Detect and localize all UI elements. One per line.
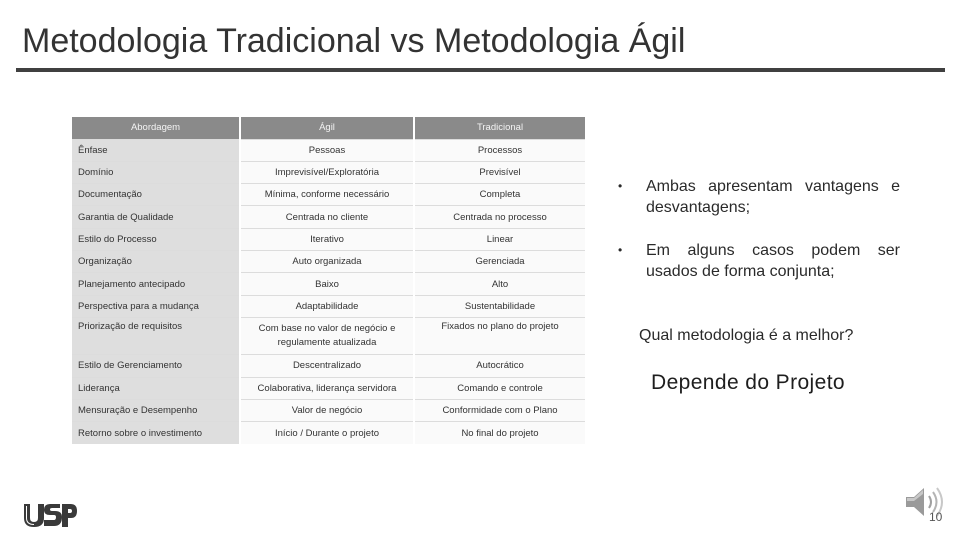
header-approach: Abordagem bbox=[72, 117, 240, 139]
row-traditional-value: No final do projeto bbox=[414, 422, 585, 444]
title-divider bbox=[16, 68, 945, 72]
table-row bbox=[72, 161, 585, 183]
table-row bbox=[72, 399, 585, 421]
question-text: Qual metodologia é a melhor? bbox=[639, 327, 854, 344]
table-row bbox=[72, 251, 585, 273]
row-traditional-value: Sustentabilidade bbox=[414, 295, 585, 317]
row-criterion: Mensuração e Desempenho bbox=[72, 399, 240, 421]
row-criterion: Perspectiva para a mudança bbox=[72, 295, 240, 317]
row-criterion: Documentação bbox=[72, 184, 240, 206]
comparison-table bbox=[72, 117, 585, 444]
row-criterion: Planejamento antecipado bbox=[72, 273, 240, 295]
row-criterion: Domínio bbox=[72, 161, 240, 183]
row-traditional-value: Previsível bbox=[414, 161, 585, 183]
row-agile-value: Adaptabilidade bbox=[240, 295, 414, 317]
row-agile-value: Auto organizada bbox=[240, 251, 414, 273]
row-criterion: Organização bbox=[72, 251, 240, 273]
table-row bbox=[72, 318, 585, 355]
table-header-row bbox=[72, 117, 585, 139]
row-agile-value: Pessoas bbox=[240, 139, 414, 161]
row-traditional-value: Alto bbox=[414, 273, 585, 295]
row-agile-value: Início / Durante o projeto bbox=[240, 422, 414, 444]
row-traditional-value: Completa bbox=[414, 184, 585, 206]
header-traditional: Tradicional bbox=[414, 117, 585, 139]
bullet-text: Ambas apresentam vantagens e desvantagens; bbox=[646, 178, 900, 216]
row-traditional-value: Centrada no processo bbox=[414, 206, 585, 228]
row-traditional-value: Gerenciada bbox=[414, 251, 585, 273]
row-criterion: Retorno sobre o investimento bbox=[72, 422, 240, 444]
answer-text: Depende do Projeto bbox=[651, 371, 846, 394]
row-agile-value: Mínima, conforme necessário bbox=[240, 184, 414, 206]
slide-title: Metodologia Tradicional vs Metodologia Ágil bbox=[22, 22, 686, 60]
header-agile: Ágil bbox=[240, 117, 414, 139]
row-criterion: Garantia de Qualidade bbox=[72, 206, 240, 228]
row-criterion: Estilo do Processo bbox=[72, 228, 240, 250]
comparison-table-image bbox=[72, 117, 585, 444]
table-row bbox=[72, 377, 585, 399]
table-row bbox=[72, 355, 585, 377]
row-traditional-value: Linear bbox=[414, 228, 585, 250]
row-criterion: Estilo de Gerenciamento bbox=[72, 355, 240, 377]
row-agile-value: Colaborativa, liderança servidora bbox=[240, 377, 414, 399]
table-row bbox=[72, 228, 585, 250]
row-traditional-value: Fixados no plano do projeto bbox=[414, 318, 585, 355]
bullet-item bbox=[618, 240, 900, 282]
table-row bbox=[72, 273, 585, 295]
table-row bbox=[72, 184, 585, 206]
row-agile-value: Baixo bbox=[240, 273, 414, 295]
row-traditional-value: Comando e controle bbox=[414, 377, 585, 399]
table-row bbox=[72, 139, 585, 161]
row-agile-value: Com base no valor de negócio e regulamente atualizada bbox=[240, 318, 414, 355]
row-agile-value: Iterativo bbox=[240, 228, 414, 250]
table-row bbox=[72, 422, 585, 444]
usp-logo bbox=[22, 502, 78, 528]
bullet-list bbox=[618, 176, 900, 304]
row-agile-value: Descentralizado bbox=[240, 355, 414, 377]
bullet-text: Em alguns casos podem ser usados de forma conjunta; bbox=[646, 242, 900, 280]
row-traditional-value: Autocrático bbox=[414, 355, 585, 377]
row-traditional-value: Conformidade com o Plano bbox=[414, 399, 585, 421]
row-agile-value: Imprevisível/Exploratória bbox=[240, 161, 414, 183]
row-agile-value: Centrada no cliente bbox=[240, 206, 414, 228]
bullet-item bbox=[618, 176, 900, 218]
bullet-marker: • bbox=[618, 179, 623, 193]
table-row bbox=[72, 295, 585, 317]
page-number: 10 bbox=[929, 510, 943, 524]
row-traditional-value: Processos bbox=[414, 139, 585, 161]
row-criterion: Priorização de requisitos bbox=[72, 318, 240, 355]
row-criterion: Liderança bbox=[72, 377, 240, 399]
row-criterion: Ênfase bbox=[72, 139, 240, 161]
bullet-marker: • bbox=[618, 243, 623, 257]
table-row bbox=[72, 206, 585, 228]
row-agile-value: Valor de negócio bbox=[240, 399, 414, 421]
